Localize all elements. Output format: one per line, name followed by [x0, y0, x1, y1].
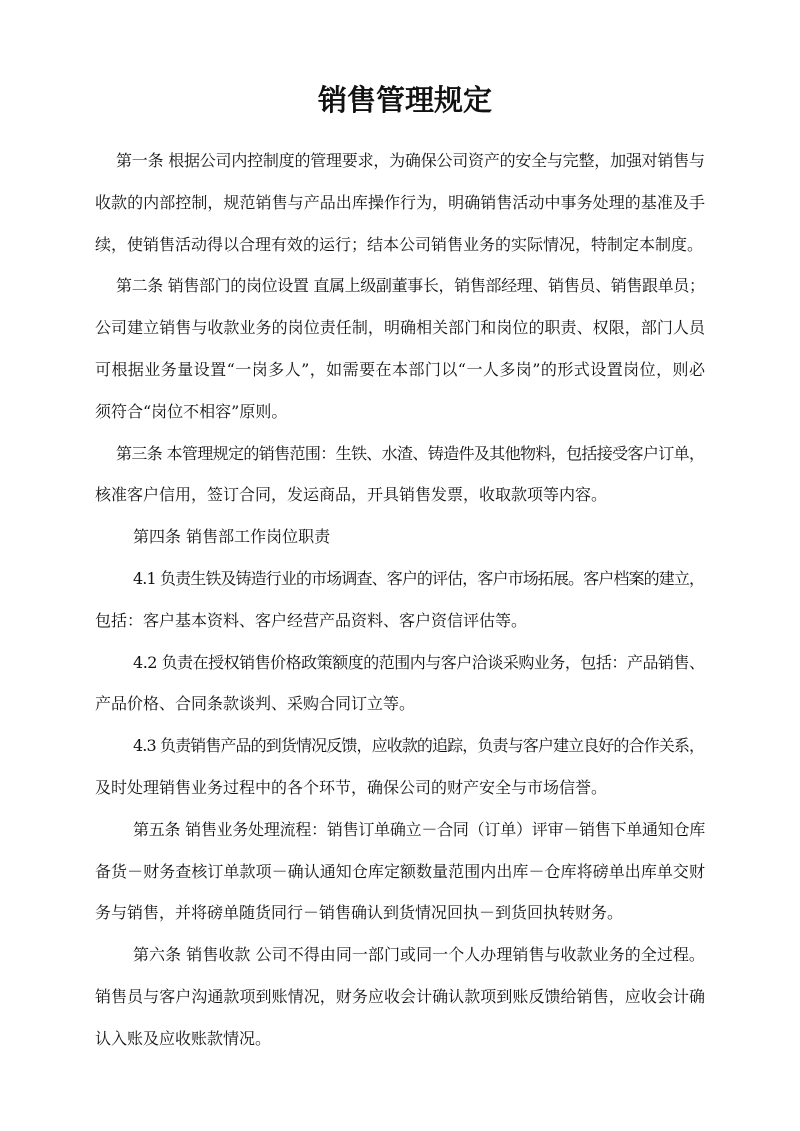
paragraph-line: 包括：客户基本资料、客户经营产品资料、客户资信评估等。 — [95, 610, 528, 630]
clause-4-1 — [0, 558, 800, 642]
paragraph-line: 第二条 销售部门的岗位设置 直属上级副董事长，销售部经理、销售员、销售跟单员； — [116, 276, 705, 296]
article-2 — [0, 265, 800, 432]
article-6 — [0, 934, 800, 1059]
paragraph-line: 4.1 负责生铁及铸造行业的市场调查、客户的评估，客户市场拓展。客户档案的建立， — [133, 568, 705, 588]
paragraph-line: 第五条 销售业务处理流程：销售订单确立－合同（订单）评审－销售下单通知仓库 — [133, 819, 705, 839]
clause-4-3 — [0, 725, 800, 809]
paragraph-line: 公司建立销售与收款业务的岗位责任制，明确相关部门和岗位的职责、权限，部门人员 — [95, 318, 706, 338]
paragraph-line: 认入账及应收账款情况。 — [95, 1028, 272, 1048]
paragraph-line: 及时处理销售业务过程中的各个环节，确保公司的财产安全与市场信誉。 — [95, 777, 608, 797]
paragraph-line: 第三条 本管理规定的销售范围：生铁、水渣、铸造件及其他物料，包括接受客户订单， — [116, 443, 705, 463]
paragraph-line: 务与销售，并将磅单随货同行－销售确认到货情况回执－到货回执转财务。 — [95, 903, 624, 923]
document-body — [0, 140, 800, 1060]
paragraph-line: 产品价格、合同条款谈判、采购合同订立等。 — [95, 694, 416, 714]
paragraph-line: 须符合“岗位不相容”原则。 — [95, 401, 288, 421]
paragraph-line: 核准客户信用，签订合同，发运商品，开具销售发票，收取款项等内容。 — [95, 485, 608, 505]
paragraph-line: 第四条 销售部工作岗位职责 — [133, 527, 331, 547]
paragraph-line: 可根据业务量设置“一岗多人”，如需要在本部门以“一人多岗”的形式设置岗位，则必 — [95, 359, 706, 379]
paragraph-line: 续，使销售活动得以合理有效的运行；结本公司销售业务的实际情况，特制定本制度。 — [95, 234, 704, 254]
article-4-heading — [0, 516, 800, 558]
paragraph-line: 4.2 负责在授权销售价格政策额度的范围内与客户洽谈采购业务，包括：产品销售、 — [133, 652, 705, 672]
paragraph-line: 第六条 销售收款 公司不得由同一部门或同一个人办理销售与收款业务的全过程。 — [133, 945, 705, 965]
article-1 — [0, 140, 800, 265]
paragraph-line: 销售员与客户沟通款项到账情况，财务应收会计确认款项到账反馈给销售，应收会计确 — [95, 986, 706, 1006]
paragraph-line: 备货－财务查核订单款项－确认通知仓库定额数量范围内出库－仓库将磅单出库单交财 — [95, 861, 706, 881]
document-title: 销售管理规定 — [317, 83, 492, 117]
paragraph-line: 收款的内部控制，规范销售与产品出库操作行为，明确销售活动中事务处理的基准及手 — [95, 192, 706, 212]
article-3 — [0, 433, 800, 517]
paragraph-line: 第一条 根据公司内控制度的管理要求，为确保公司资产的安全与完整，加强对销售与 — [116, 151, 705, 170]
paragraph-line: 4.3 负责销售产品的到货情况反馈，应收款的追踪，负责与客户建立良好的合作关系， — [133, 736, 705, 756]
article-5 — [0, 809, 800, 934]
clause-4-2 — [0, 642, 800, 726]
